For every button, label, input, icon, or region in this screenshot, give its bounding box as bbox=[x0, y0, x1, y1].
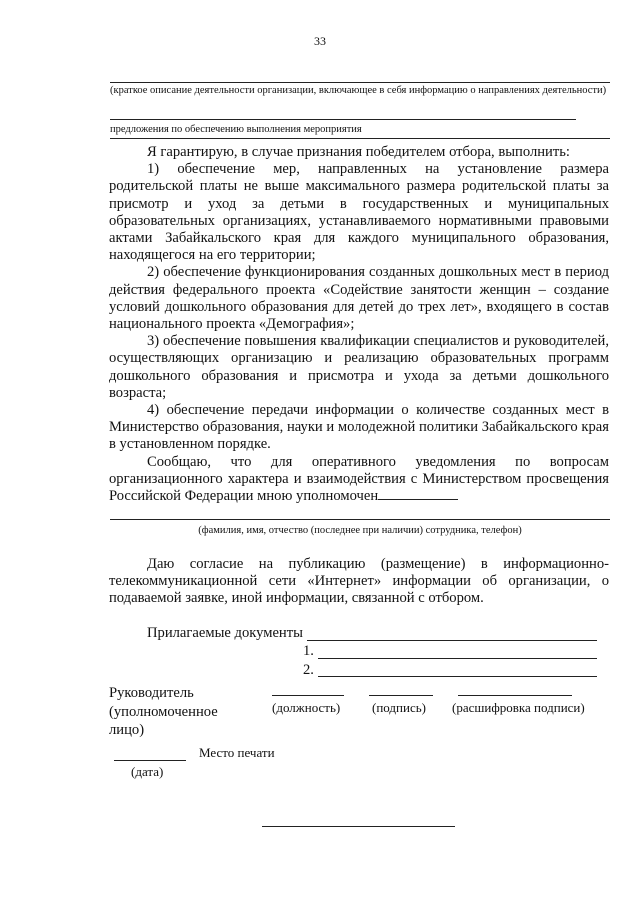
guarantee-item: 2) обеспечение функционирования созданных дошкольных мест в период действия федерального проекта «Содействие занятости женщин – создание условий дошкольного образования для детей до трех лет», входящего в состав национального проекта «Демография»; bbox=[109, 264, 609, 333]
proposals-caption: предложения по обеспечению выполнения мероприятия bbox=[110, 124, 362, 135]
guarantee-item: 1) обеспечение мер, направленных на установление размера родительской платы не выше максимального размера родительской платы за присмотр и уход за детьми в государственных и муниципальных образовательных организациях, устанавливаемого нормативными правовыми актами Забайкальского края для каждого муниципального образования, находящегося на его территории; bbox=[109, 161, 609, 264]
attachment-item: 1. bbox=[303, 643, 314, 659]
divider-line bbox=[110, 138, 610, 139]
attachment-item: 2. bbox=[303, 662, 314, 678]
sign-caption: (подпись) bbox=[372, 700, 426, 715]
guarantee-section bbox=[109, 144, 609, 505]
footer-line bbox=[262, 826, 455, 827]
stamp-label: Место печати bbox=[199, 745, 275, 760]
position-caption: (должность) bbox=[272, 700, 341, 715]
attachments-line bbox=[307, 640, 597, 641]
activity-caption: (краткое описание деятельности организации, включающее в себя информацию о направлениях деятельности) bbox=[110, 85, 607, 96]
notify-text: Сообщаю, что для оперативного уведомления по вопросам организационного характера и взаимодействия с Министерством просвещения Российской Федерации мною уполномочен bbox=[109, 453, 609, 505]
contact-line bbox=[110, 519, 610, 520]
date-line bbox=[114, 760, 186, 761]
page-number: 33 bbox=[314, 34, 326, 48]
date-caption: (дата) bbox=[131, 764, 164, 779]
attachment-line bbox=[318, 658, 597, 659]
proposals-line bbox=[110, 119, 576, 120]
notify-blank bbox=[378, 489, 458, 500]
attachment-line bbox=[318, 676, 597, 677]
activity-line bbox=[110, 82, 610, 83]
sign-line bbox=[369, 695, 433, 696]
guarantee-item: 3) обеспечение повышения квалификации специалистов и руководителей, осуществляющих организацию и реализацию образовательных программ дошкольного образования и присмотра и ухода за детьми дошкольного возраста; bbox=[109, 333, 609, 401]
decoding-line bbox=[458, 695, 572, 696]
attachments-label: Прилагаемые документы bbox=[147, 625, 303, 641]
guarantee-intro: Я гарантирую, в случае признания победителем отбора, выполнить: bbox=[147, 144, 570, 160]
decoding-caption: (расшифровка подписи) bbox=[452, 700, 585, 715]
signature-role: Руководитель (уполномоченное лицо) bbox=[109, 685, 218, 738]
contact-caption: (фамилия, имя, отчество (последнее при наличии) сотрудника, телефон) bbox=[198, 525, 522, 536]
guarantee-item: 4) обеспечение передачи информации о количестве созданных мест в Министерство образования, науки и молодежной политики Забайкальского края в установленном порядке. bbox=[109, 402, 609, 453]
consent-paragraph: Даю согласие на публикацию (размещение) в информационно-телекоммуникационной сети «Интернет» информации об организации, о подаваемой заявке, иной информации, связанной с отбором. bbox=[109, 556, 609, 607]
position-line bbox=[272, 695, 344, 696]
